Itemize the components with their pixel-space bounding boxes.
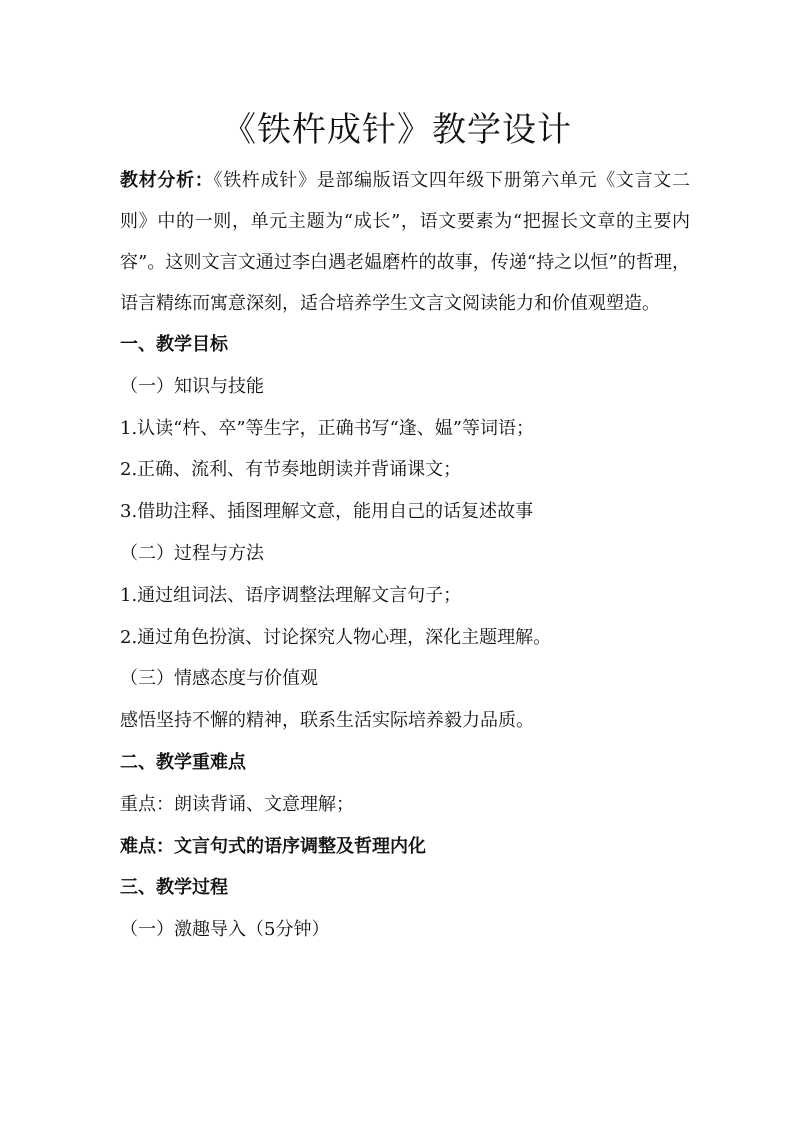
list-item: 2.正确、流利、有节奏地朗读并背诵课文； xyxy=(120,459,462,481)
subheading-process-methods: （二）过程与方法 xyxy=(120,542,264,564)
document-body xyxy=(120,160,690,951)
subheading-introduction: （一）激趣导入（5分钟） xyxy=(120,919,330,941)
key-point-text: 重点：朗读背诵、文意理解； xyxy=(120,793,354,815)
analysis-paragraph xyxy=(120,160,690,324)
values-text: 感悟坚持不懈的精神，联系生活实际培养毅力品质。 xyxy=(120,710,534,732)
list-item: 1.通过组词法、语序调整法理解文言句子； xyxy=(120,584,462,606)
analysis-text: 《铁杵成针》是部编版语文四年级下册第六单元《文言文二则》中的一则，单元主题为“成长”，语文要素为“把握长文章的主要内容”。这则文言文通过李白遇老媪磨杵的故事，传递“持之以恒”的哲理，语言精练而寓意深刻，适合培养学生文言文阅读能力和价值观塑造。 xyxy=(120,170,690,314)
list-item: 1.认读“杵、卒”等生字，正确书写“逢、媪”等词语； xyxy=(120,417,534,439)
section-heading-key-points: 二、教学重难点 xyxy=(120,751,246,773)
section-heading-objectives: 一、教学目标 xyxy=(120,334,228,355)
difficulty-text: 难点：文言句式的语序调整及哲理内化 xyxy=(120,835,426,857)
subheading-emotion-values: （三）情感态度与价值观 xyxy=(120,668,318,690)
analysis-label: 教材分析： xyxy=(120,170,214,191)
section-heading-process: 三、教学过程 xyxy=(120,877,228,899)
list-item: 3.借助注释、插图理解文意，能用自己的话复述故事 xyxy=(120,501,534,523)
document-title: 《铁杵成针》教学设计 xyxy=(222,110,572,150)
subheading-knowledge-skills: （一）知识与技能 xyxy=(120,375,264,397)
list-item: 2.通过角色扮演、讨论探究人物心理，深化主题理解。 xyxy=(120,626,552,648)
